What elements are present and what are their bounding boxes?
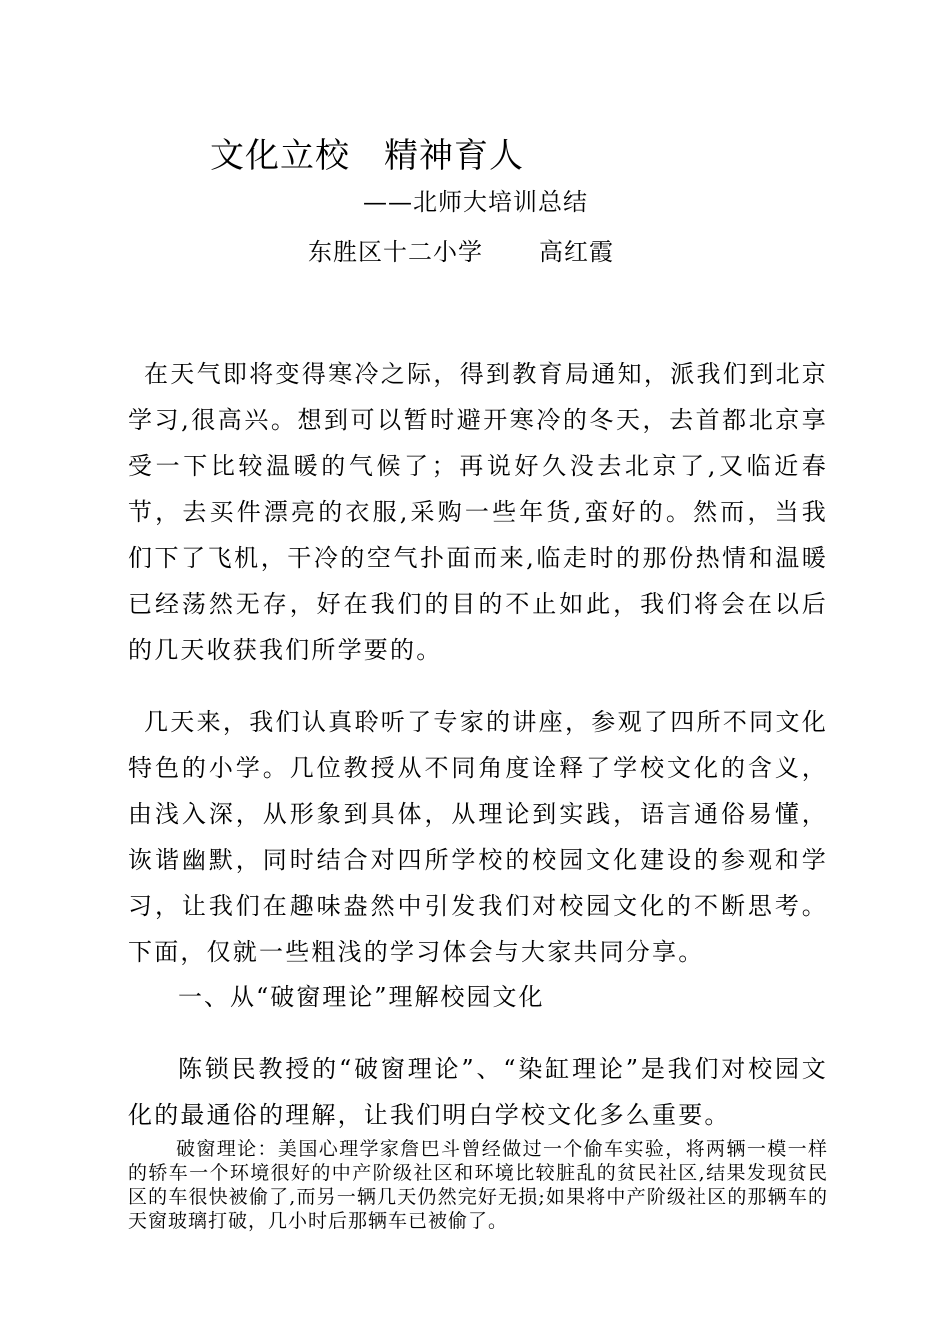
paragraph-3: 陈锁民教授的“破窗理论”、“染缸理论”是我们对校园文化的最通俗的理解，让我们明白学校文化多么重要。 — [128, 1055, 828, 1129]
title-part-1: 文化立校 — [210, 136, 350, 176]
author-name: 高红霞 — [539, 238, 614, 266]
paragraph-2: 几天来，我们认真聆听了专家的讲座，参观了四所不同文化特色的小学。几位教授从不同角度诠释了学校文化的含义，由浅入深，从形象到具体，从理论到实践，语言通俗易懂，诙谐幽默，同时结合对四所学校的校园文化建设的参观和学习，让我们在趣味盎然中引发我们对校园文化的不断思考。下面，仅就一些粗浅的学习体会与大家共同分享。 — [128, 708, 828, 966]
author-line — [308, 232, 614, 267]
paragraph-1: 在天气即将变得寒冷之际，得到教育局通知，派我们到北京学习,很高兴。想到可以暂时避开寒冷的冬天，去首都北京享受一下比较温暖的气候了；再说好久没去北京了,又临近春节，去买件漂亮的衣服,采购一些年货,蛮好的。然而，当我们下了飞机，干冷的空气扑面而来,临走时的那份热情和温暖已经荡然无存，好在我们的目的不止如此，我们将会在以后的几天收获我们所学要的。 — [128, 360, 828, 664]
note-paragraph: 破窗理论：美国心理学家詹巴斗曾经做过一个偷车实验，将两辆一模一样的轿车一个环境很好的中产阶级社区和环境比较脏乱的贫民社区,结果发现贫民区的车很快被偷了,而另一辆几天仍然完好无损;如果将中产阶级社区的那辆车的天窗玻璃打破，几小时后那辆车已被偷了。 — [128, 1138, 828, 1232]
section-heading-1: 一、从“破窗理论”理解校园文化 — [178, 983, 545, 1011]
page-title — [210, 128, 524, 177]
title-part-2: 精神育人 — [384, 136, 524, 176]
author-school: 东胜区十二小学 — [308, 238, 483, 266]
subtitle: ——北师大培训总结 — [363, 188, 588, 216]
